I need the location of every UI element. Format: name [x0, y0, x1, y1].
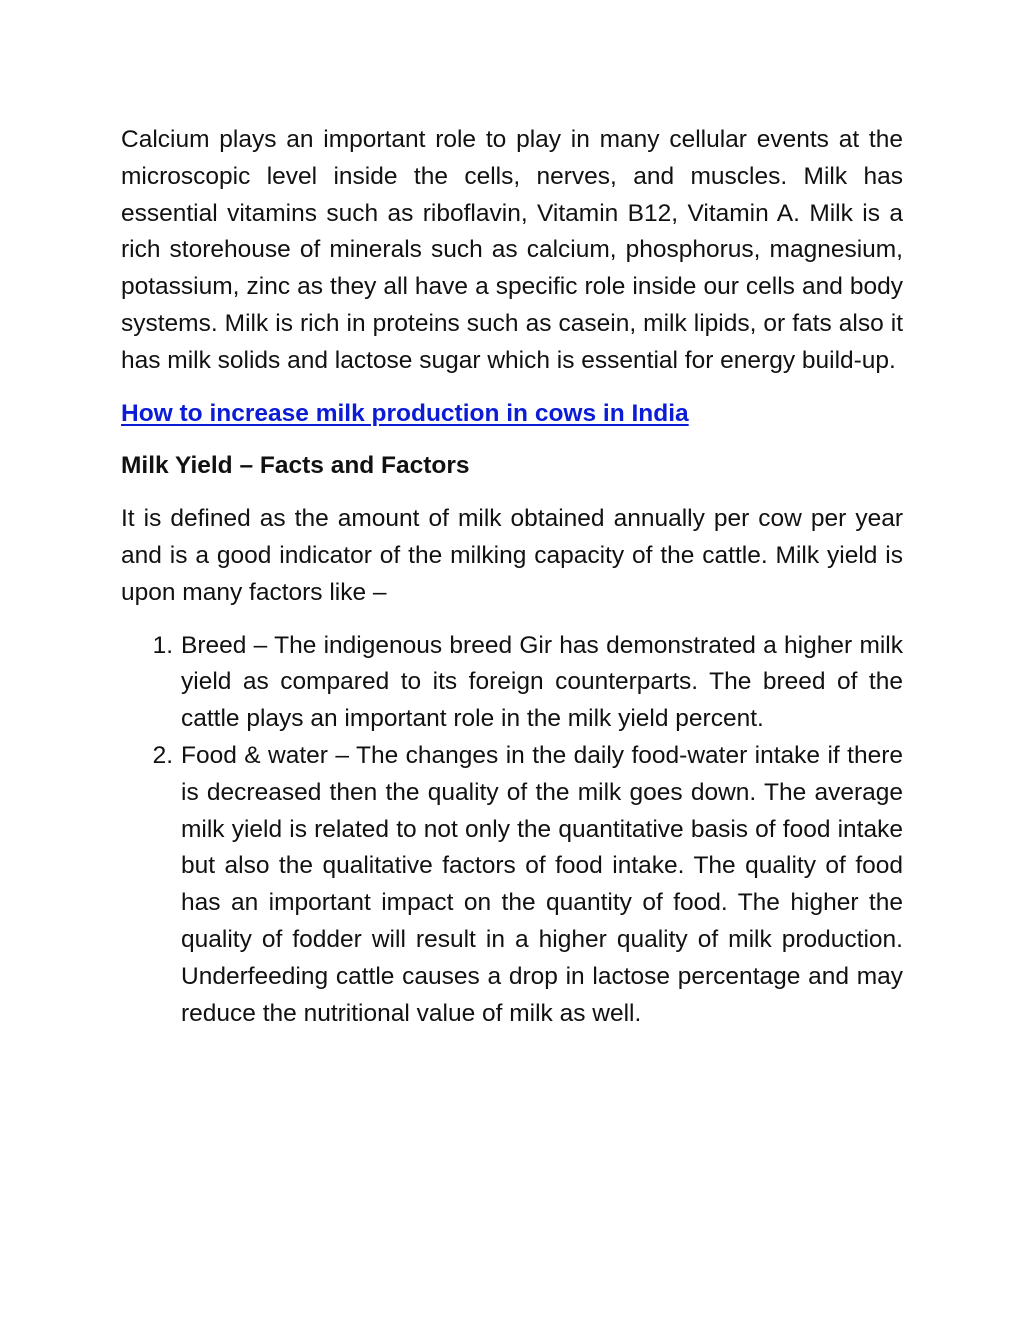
list-item-text: Food & water – The changes in the daily food-water intake if there is decreased then the quality of the milk goes down. The average milk yield is related to not only the quantitative basis of food intake but also the qualitative factors of food intake. The quality of food has an important impact on the quantity of food. The higher the quality of fodder will result in a higher quality of milk production. Underfeeding cattle causes a drop in lactose percentage and may reduce the nutritional value of milk as well. — [181, 741, 903, 1027]
intro-paragraph: Calcium plays an important role to play in many cellular events at the microscopic level inside the cells, nerves, and muscles. Milk has essential vitamins such as riboflavin, Vitamin B12, Vitamin A. Milk is a rich storehouse of minerals such as calcium, phosphorus, magnesium, potassium, zinc as they all have a specific role inside our cells and body systems. Milk is rich in proteins such as casein, milk lipids, or fats also it has milk solids and lactose sugar which is essential for energy build-up. — [121, 126, 903, 374]
section-heading: Milk Yield – Facts and Factors — [121, 452, 470, 480]
document-page — [121, 122, 903, 1032]
factors-list — [121, 628, 903, 1033]
definition-paragraph: It is defined as the amount of milk obtained annually per cow per year and is a good indicator of the milking capacity of the cattle. Milk yield is upon many factors like – — [121, 505, 903, 606]
list-item — [121, 738, 903, 1032]
list-item-text: Breed – The indigenous breed Gir has demonstrated a higher milk yield as compared to its foreign counterparts. The breed of the cattle plays an important role in the milk yield percent. — [181, 631, 903, 733]
list-item — [121, 628, 903, 738]
article-link-line — [121, 396, 903, 433]
increase-milk-production-link[interactable]: How to increase milk production in cows in India — [121, 399, 689, 427]
list-item-number: 1. — [152, 631, 173, 659]
list-item-number: 2. — [152, 741, 173, 769]
